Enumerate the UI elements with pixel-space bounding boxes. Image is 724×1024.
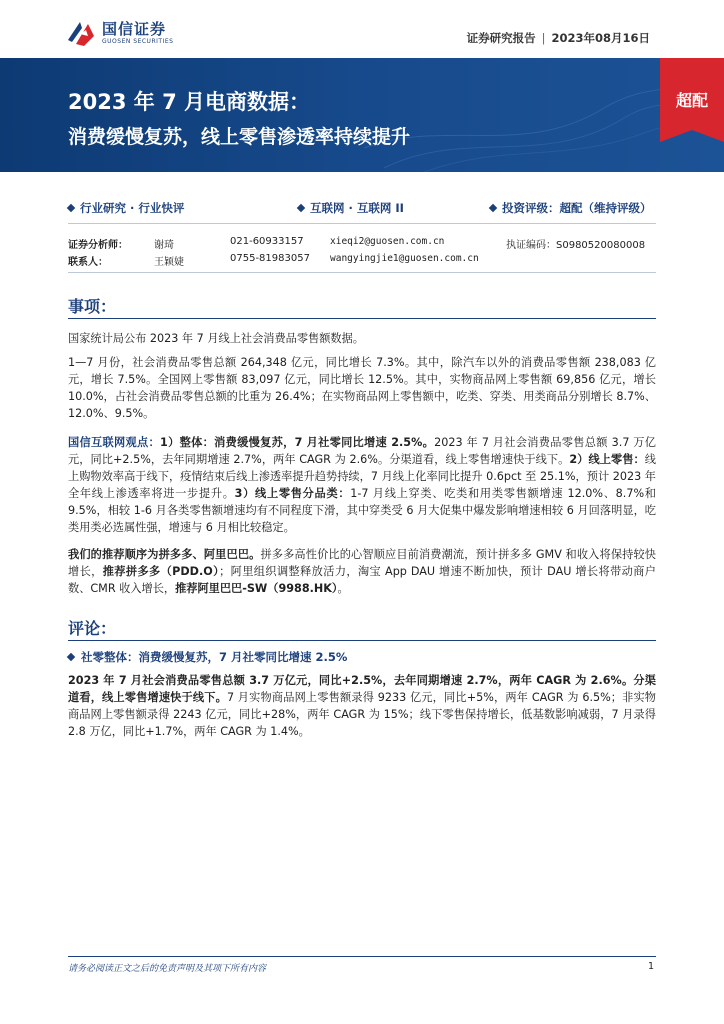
diamond-icon (297, 204, 305, 212)
category-industry: 行业研究 · 行业快评 (68, 200, 184, 216)
section-rule (68, 318, 656, 319)
divider (68, 223, 656, 224)
section-heading-comment: 评论： (68, 619, 117, 638)
diamond-icon (489, 204, 497, 212)
rating-badge: 超配 (675, 91, 708, 110)
comment-paragraph-1: 2023 年 7 月社会消费品零售总额 3.7 万亿元，同比+2.5%，去年同期增速 2.7%，两年 CAGR 为 2.6%。分渠道看，线上零售增速快于线下。7 月实物商品网上零售额录得 9233 亿元，同比+5%，两年 CAGR 为 6.5%；非实物商品网上零售额录得 2243 亿元，同比+28%，两年 CAGR 为 15%；线下零售保持增长，低基数影响减弱，7 月录得 2.8 万亿，同比+1.7%，两年 CAGR 为 1.4%。 (68, 674, 656, 738)
events-paragraph-1: 国家统计局公布 2023 年 7 月线上社会消费品零售额数据。 (68, 332, 364, 345)
events-paragraph-3: 国信互联网观点：1）整体：消费缓慢复苏，7 月社零同比增速 2.5%。2023 年 7 月社会消费品零售总额 3.7 万亿元，同比+2.5%，去年同期增速 2.7%，两年 CAGR 为 2.6%。分渠道看，线上零售增速快于线下。2）线上零售：线上购物效率高于线下，疫情结束后线上渗透率提升趋势持续，7 月线上化率同比提升 0.6pct 至 25.1%，预计 2023 年全年线上渗透率将进一步提升。3）线上零售分品类：1-7 月线上穿类、吃类和用类零售额增速 12.0%、8.7%和 9.5%，相较 1-6 月各类零售额增速均有不同程度下滑，其中穿类受 6 月大促集中爆发影响增速相较 6 月回落明显，吃类用类必选属性强，增速与 6 月相比较稳定。 (68, 436, 656, 534)
section-rule (68, 640, 656, 641)
footer-disclaimer: 请务必阅读正文之后的免责声明及其项下所有内容 (68, 964, 267, 974)
events-paragraph-2: 1—7 月份，社会消费品零售总额 264,348 亿元，同比增长 7.3%。其中，除汽车以外的消费品零售额 238,083 亿元，增长 7.5%。全国网上零售额 83,097 亿元，同比增长 12.5%。其中，实物商品网上零售额 69,856 亿元，增长 10.0%，占社会消费品零售总额的比重为 26.4%；在实物商品网上零售额中，吃类、穿类、用类商品分别增长 8.7%、12.0%、9.5%。 (68, 356, 656, 420)
diamond-icon (67, 653, 75, 661)
page-number: 1 (647, 961, 654, 972)
category-rating: 投资评级：超配（维持评级） (490, 200, 652, 216)
comment-subheading: 社零整体：消费缓慢复苏，7 月社零同比增速 2.5% (68, 649, 347, 665)
header-meta: 证券研究报告 | 2023年08月16日 (466, 31, 650, 45)
section-heading-events: 事项： (68, 297, 117, 316)
diamond-icon (67, 204, 75, 212)
report-type: 证券研究报告 (466, 31, 536, 45)
company-logo (66, 18, 173, 48)
report-date: 2023年08月16日 (551, 31, 650, 45)
events-paragraph-4: 我们的推荐顺序为拼多多、阿里巴巴。拼多多高性价比的心智顺应目前消费潮流，预计拼多多 GMV 和收入将保持较快增长，推荐拼多多（PDD.O）；阿里组织调整释放活力，淘宝 App DAU 增速不断加快，预计 DAU 增长将带动商户数、CMR 收入增长，推荐阿里巴巴-SW（9988.HK）。 (68, 548, 656, 595)
analyst-row-1: 证券分析师： 谢琦 021-60933157 xieqi2@guosen.com.cn 执证编码：S0980520080008 (68, 236, 646, 251)
category-sector: 互联网 · 互联网 II (298, 200, 404, 216)
divider (68, 272, 656, 273)
logo-en-text: GUOSEN SECURITIES (102, 37, 174, 45)
report-title-line2: 消费缓慢复苏，线上零售渗透率持续提升 (68, 126, 411, 148)
guosen-logo-icon (66, 18, 96, 48)
top-header (0, 0, 724, 58)
logo-cn-text: 国信证券 (102, 19, 167, 38)
footer-rule (68, 956, 656, 957)
analyst-row-2: 联系人： 王颖婕 0755-81983057 wangyingjie1@guosen.com.cn (68, 253, 479, 268)
title-banner (0, 58, 724, 172)
report-title-line1: 2023 年 7 月电商数据： (68, 90, 310, 114)
